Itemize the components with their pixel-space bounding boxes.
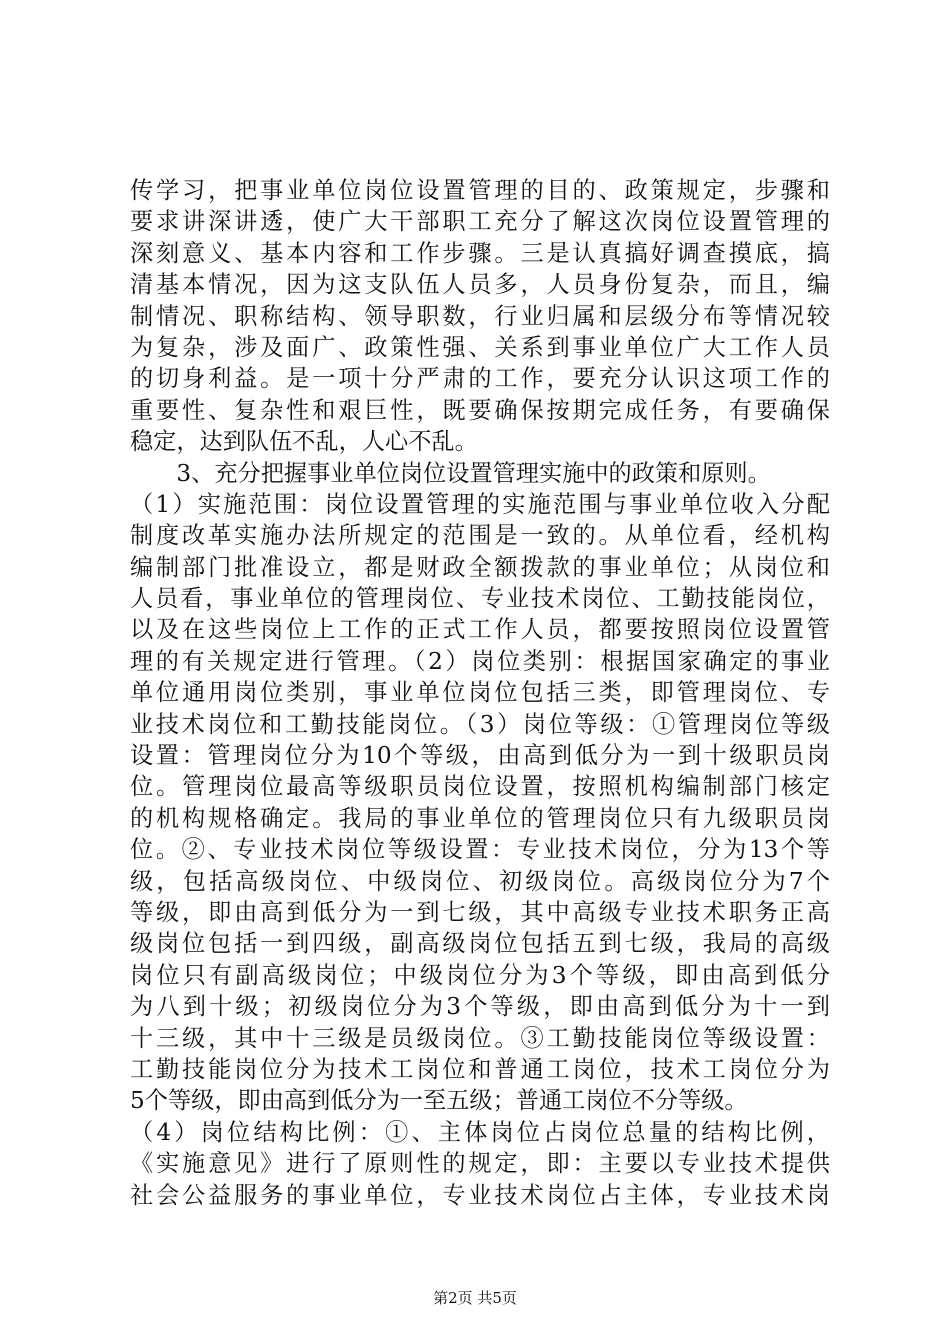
page-footer: 第2页 共5页 xyxy=(433,1289,517,1307)
text-line: 以及在这些岗位上工作的正式工作人员，都要按照岗位设置管 xyxy=(130,616,830,644)
text-line: 清基本情况，因为这支队伍人员多，人员身份复杂，而且，编 xyxy=(130,271,830,299)
text-line: 5个等级，即由高到低分为一至五级；普通工岗位不分等级。 xyxy=(130,1087,748,1115)
text-line: 制度改革实施办法所规定的范围是一致的。从单位看，经机构 xyxy=(130,522,830,550)
text-line: 为复杂，涉及面广、政策性强、关系到事业单位广大工作人员 xyxy=(130,333,830,361)
text-line: 级，包括高级岗位、中级岗位、初级岗位。高级岗位分为7个 xyxy=(130,867,830,895)
text-line: （4）岗位结构比例：①、主体岗位占岗位总量的结构比例， xyxy=(130,1118,830,1146)
text-line: 社会公益服务的事业单位，专业技术岗位占主体，专业技术岗 xyxy=(130,1181,830,1209)
text-line: 的切身利益。是一项十分严肃的工作，要充分认识这项工作的 xyxy=(130,365,830,393)
text-line: 单位通用岗位类别，事业单位岗位包括三类，即管理岗位、专 xyxy=(130,679,830,707)
text-line: 重要性、复杂性和艰巨性，既要确保按期完成任务，有要确保 xyxy=(130,396,830,424)
body-text xyxy=(130,175,830,1211)
text-line: 业技术岗位和工勤技能岗位。（3）岗位等级：①管理岗位等级 xyxy=(130,710,830,738)
text-line: 十三级，其中十三级是员级岗位。③工勤技能岗位等级设置： xyxy=(130,1024,830,1052)
text-line: （1）实施范围：岗位设置管理的实施范围与事业单位收入分配 xyxy=(130,490,830,518)
text-line: 级岗位包括一到四级，副高级岗位包括五到七级，我局的高级 xyxy=(130,930,830,958)
text-line: 3、充分把握事业单位岗位设置管理实施中的政策和原则。 xyxy=(130,459,771,487)
text-line: 传学习，把事业单位岗位设置管理的目的、政策规定，步骤和 xyxy=(130,177,830,204)
text-line: 制情况、职称结构、领导职数，行业归属和层级分布等情况较 xyxy=(130,302,830,330)
text-line: 等级，即由高到低分为一到七级，其中高级专业技术职务正高 xyxy=(130,898,830,926)
text-line: 位。管理岗位最高等级职员岗位设置，按照机构编制部门核定 xyxy=(130,773,830,801)
text-line: 《实施意见》进行了原则性的规定，即：主要以专业技术提供 xyxy=(130,1150,830,1178)
text-line: 要求讲深讲透，使广大干部职工充分了解这次岗位设置管理的 xyxy=(130,208,830,236)
text-line: 工勤技能岗位分为技术工岗位和普通工岗位，技术工岗位分为 xyxy=(130,1055,830,1083)
text-line: 稳定，达到队伍不乱，人心不乱。 xyxy=(130,428,478,456)
text-line: 理的有关规定进行管理。（2）岗位类别：根据国家确定的事业 xyxy=(130,647,830,675)
text-line: 岗位只有副高级岗位；中级岗位分为3个等级，即由高到低分 xyxy=(130,961,830,989)
text-line: 的机构规格确定。我局的事业单位的管理岗位只有九级职员岗 xyxy=(130,804,830,832)
text-line: 设置：管理岗位分为10个等级，由高到低分为一到十级职员岗 xyxy=(130,742,830,770)
text-line: 位。②、专业技术岗位等级设置：专业技术岗位，分为13个等 xyxy=(130,836,830,864)
text-line: 为八到十级；初级岗位分为3个等级，即由高到低分为十一到 xyxy=(130,993,830,1021)
text-line: 人员看，事业单位的管理岗位、专业技术岗位、工勤技能岗位， xyxy=(130,585,830,613)
text-line: 编制部门批准设立，都是财政全额拨款的事业单位；从岗位和 xyxy=(130,553,830,581)
text-line: 深刻意义、基本内容和工作步骤。三是认真搞好调查摸底，搞 xyxy=(130,239,830,267)
